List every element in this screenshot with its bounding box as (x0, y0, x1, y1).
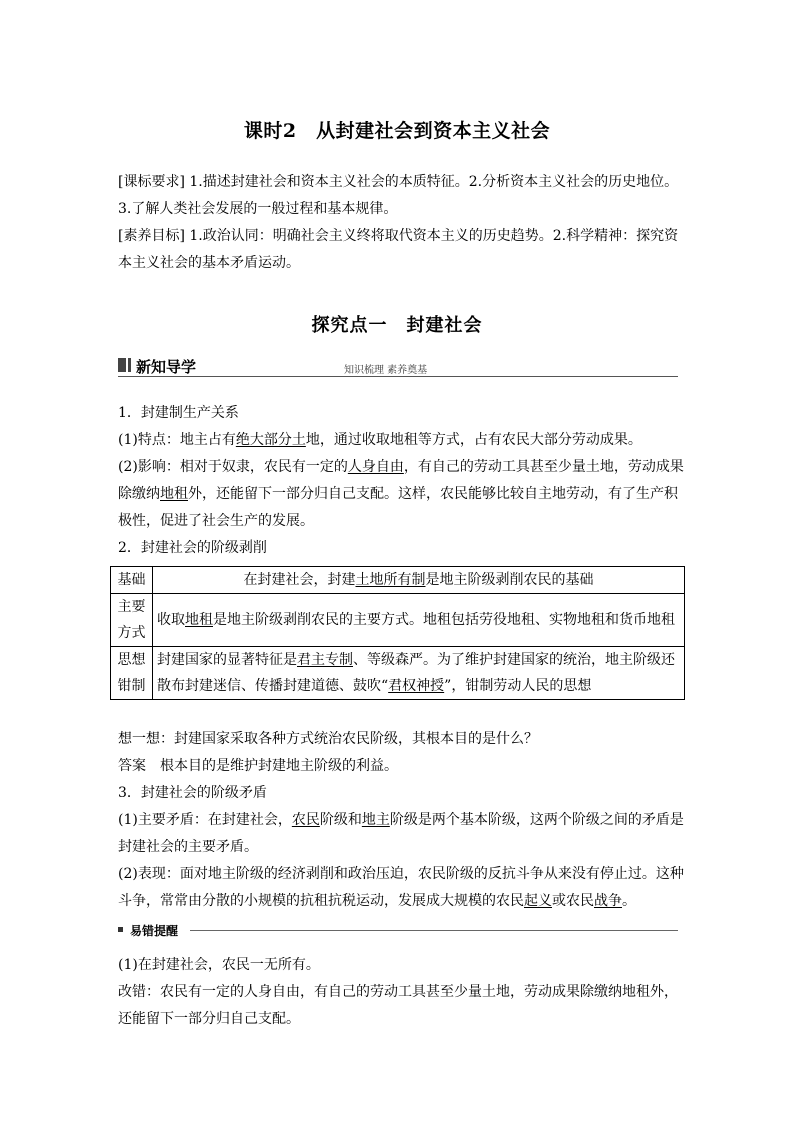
literacy-goals-line-1 (118, 228, 678, 244)
underlined-term: 地租 (185, 612, 213, 628)
requirements-line-1 (118, 174, 678, 190)
point1-feature (118, 432, 642, 448)
square-bullet-icon (118, 927, 123, 932)
text-run: 散布封建迷信、传播封建道德、鼓吹“ (157, 678, 389, 694)
text-run: 封建国家的显著特征是 (157, 652, 297, 668)
text-run: (1)特点：地主占有 (118, 432, 236, 448)
answer-text: 根本目的是维护封建地主阶级的利益。 (160, 758, 398, 774)
point3-main-contradiction (118, 812, 684, 828)
error-tip-label: 易错提醒 (130, 924, 179, 938)
row-header (111, 567, 153, 594)
underlined-term: 起义 (524, 893, 552, 909)
text-run: ”，钳制劳动人民的思想 (444, 678, 592, 694)
text-run: 阶级是两个基本阶级，这两个阶级之间的矛盾是 (389, 812, 684, 828)
point3-main-contradiction-2: 封建社会的主要矛盾。 (118, 839, 258, 855)
point3-heading: 3．封建社会的阶级矛盾 (118, 785, 267, 801)
underlined-term: 土地所有制 (355, 572, 426, 588)
text-run: 地，通过收取地租等方式，占有农民大部分劳动成果。 (305, 432, 642, 448)
text-run: 在封建社会，封建 (243, 572, 356, 588)
banner-subtitle: 知识梳理 素养奠基 (344, 365, 428, 376)
banner-divider (118, 376, 678, 377)
error-tip-divider (190, 930, 678, 931)
row-header (111, 647, 153, 700)
row-header-text: 钳制 (117, 678, 146, 694)
error-tip-correction-2: 还能留下一部分归自己支配。 (118, 1011, 300, 1027)
point3-manifestation-2 (118, 893, 636, 909)
error-tip-header (118, 922, 678, 940)
point1-influence-line-3: 极性，促进了社会生产的发展。 (118, 513, 314, 529)
error-tip-item: (1)在封建社会，农民一无所有。 (118, 957, 320, 973)
row-content (153, 647, 685, 700)
text-run: ，有自己的劳动工具甚至少量土地，劳动成果 (403, 459, 684, 475)
table-row (111, 647, 685, 700)
requirements-text: 1.描述封建社会和资本主义社会的本质特征。2.分析资本主义社会的历史地位。 (189, 174, 679, 190)
text-run: 除缴纳 (118, 486, 160, 502)
underlined-term: 君主专制 (297, 652, 353, 668)
requirements-line-2: 3.了解人类社会发展的一般过程和基本规律。 (118, 201, 398, 217)
underlined-term: 农民 (291, 812, 320, 828)
banner-label: 新知导学 (136, 358, 197, 376)
row-content (153, 567, 685, 594)
text-run: 外，还能留下一部分归自己支配。这样，农民能够比较自主地劳动，有了生产积 (188, 486, 678, 502)
section-title: 探究点一 封建社会 (311, 315, 483, 336)
literacy-text: 1.政治认同：明确社会主义终将取代资本主义的历史趋势。2.科学精神：探究资 (189, 228, 679, 244)
text-run: (1)主要矛盾：在封建社会， (118, 812, 292, 828)
answer-tag: 答案 (118, 758, 146, 774)
requirements-tag: [课标要求] (118, 174, 185, 190)
row-header (111, 594, 153, 647)
underlined-term: 地租 (160, 486, 188, 502)
text-run: (2)影响：相对于奴隶，农民有一定的 (118, 459, 348, 475)
point2-heading: 2．封建社会的阶级剥削 (118, 540, 267, 556)
literacy-goals-line-2: 本主义社会的基本矛盾运动。 (118, 255, 300, 271)
row-header-text: 思想 (117, 652, 146, 668)
table-row (111, 594, 685, 647)
point1-influence-line-2 (118, 486, 678, 502)
error-tip-correction-1: 改错：农民有一定的人身自由，有自己的劳动工具甚至少量土地，劳动成果除缴纳地租外， (118, 984, 678, 1000)
text-run: 是地主阶级剥削农民的基础 (425, 572, 594, 588)
think-answer (118, 758, 398, 774)
table-row (111, 567, 685, 594)
literacy-tag: [素养目标] (118, 228, 185, 244)
text-run: 。 (622, 893, 636, 909)
text-run: 或农民 (552, 893, 594, 909)
row-header-text: 主要 (117, 599, 146, 615)
text-run: 是地主阶级剥削农民的主要方式。地租包括劳役地租、实物地租和货币地租 (213, 612, 675, 628)
text-run: 、等级森严。为了维护封建国家的统治，地主阶级还 (353, 652, 675, 668)
row-content-line (157, 647, 680, 673)
row-header-text: 方式 (117, 625, 146, 641)
point1-influence-line-1 (118, 459, 684, 475)
underlined-term: 战争 (594, 893, 622, 909)
row-content (153, 594, 685, 647)
text-run: 斗争，常常由分散的小规模的抗租抗税运动，发展成大规模的农民 (118, 893, 524, 909)
point3-manifestation-1: (2)表现：面对地主阶级的经济剥削和政治压迫，农民阶级的反抗斗争从来没有停止过。这种 (118, 866, 684, 882)
lesson-title: 课时2 从封建社会到资本主义社会 (243, 120, 551, 142)
row-header-text: 基础 (117, 572, 146, 588)
section-banner (118, 356, 678, 378)
underlined-term: 地主 (361, 812, 390, 828)
exploitation-table (110, 566, 685, 700)
banner-block-icon (118, 358, 126, 372)
underlined-term: 君权神授 (388, 678, 445, 694)
row-content-line (157, 673, 680, 699)
text-run: 阶级和 (319, 812, 362, 828)
think-question: 想一想：封建国家采取各种方式统治农民阶级，其根本目的是什么？ (118, 731, 538, 747)
underlined-term: 人身自由 (347, 459, 404, 475)
point1-heading: 1．封建制生产关系 (118, 405, 239, 421)
text-run: 收取 (157, 612, 185, 628)
underlined-term: 绝大部分土 (235, 432, 306, 448)
banner-bar-icon (128, 358, 131, 372)
